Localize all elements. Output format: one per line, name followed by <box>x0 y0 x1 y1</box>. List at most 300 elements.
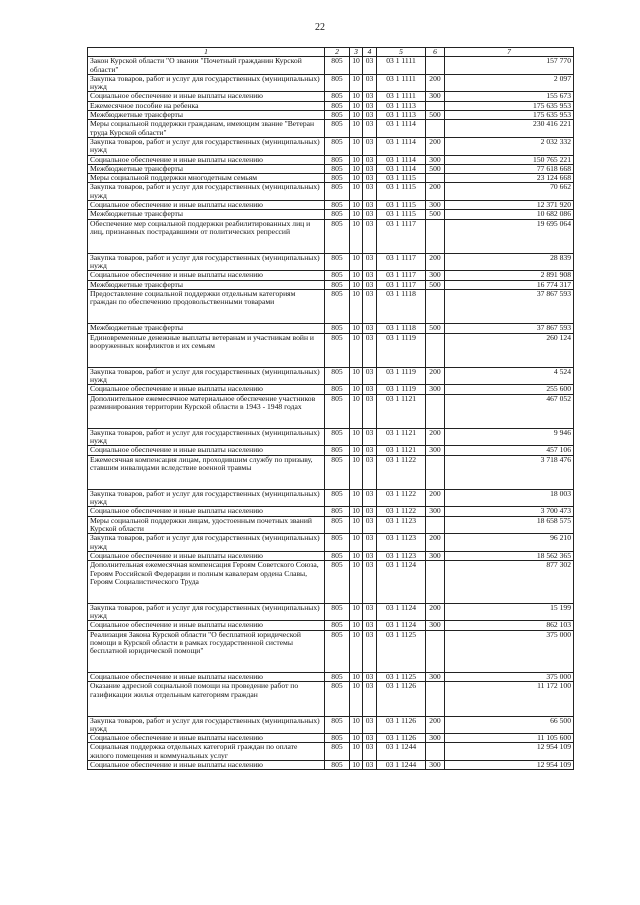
row-grbs-cell: 805 <box>325 673 350 682</box>
row-target-article-cell: 03 1 1124 <box>377 603 426 621</box>
row-target-article-cell: 03 1 1114 <box>377 137 426 155</box>
row-amount-cell: 4 524 <box>445 367 574 385</box>
table-row <box>88 333 574 367</box>
row-name-cell: Социальное обеспечение и иные выплаты населению <box>88 201 325 210</box>
row-target-article-cell: 03 1 1119 <box>377 333 426 367</box>
row-amount-cell: 28 839 <box>445 253 574 271</box>
row-amount-cell: 23 124 668 <box>445 174 574 183</box>
row-amount-cell: 77 618 668 <box>445 164 574 173</box>
row-target-article-cell: 03 1 1117 <box>377 271 426 280</box>
row-amount-cell: 3 700 473 <box>445 507 574 516</box>
row-expense-type-cell <box>426 219 445 253</box>
row-grbs-cell: 805 <box>325 428 350 446</box>
row-target-article-cell: 03 1 1114 <box>377 120 426 138</box>
table-row <box>88 682 574 716</box>
row-target-article-cell: 03 1 1121 <box>377 446 426 455</box>
row-section-cell: 10 <box>350 183 363 201</box>
row-grbs-cell: 805 <box>325 201 350 210</box>
table-row <box>88 716 574 734</box>
row-amount-cell: 2 891 908 <box>445 271 574 280</box>
row-subsection-cell: 03 <box>363 57 377 75</box>
column-header: 2 <box>325 48 350 57</box>
row-target-article-cell: 03 1 1123 <box>377 551 426 560</box>
row-expense-type-cell: 300 <box>426 271 445 280</box>
row-section-cell: 10 <box>350 761 363 770</box>
row-grbs-cell: 805 <box>325 489 350 507</box>
row-name-cell: Оказание адресной социальной помощи на проведение работ по газификации жилья отдельным категориям граждан <box>88 682 325 716</box>
table-row <box>88 761 574 770</box>
row-target-article-cell: 03 1 1113 <box>377 111 426 120</box>
row-target-article-cell: 03 1 1117 <box>377 280 426 289</box>
table-row <box>88 111 574 120</box>
row-amount-cell: 96 210 <box>445 534 574 552</box>
row-amount-cell: 12 371 920 <box>445 201 574 210</box>
row-amount-cell: 150 765 221 <box>445 155 574 164</box>
row-subsection-cell: 03 <box>363 394 377 428</box>
row-section-cell: 10 <box>350 507 363 516</box>
table-row <box>88 367 574 385</box>
table-row <box>88 630 574 673</box>
row-section-cell: 10 <box>350 534 363 552</box>
row-name-cell: Социальное обеспечение и иные выплаты населению <box>88 271 325 280</box>
row-name-cell: Закупка товаров, работ и услуг для государственных (муниципальных) нужд <box>88 137 325 155</box>
table-row <box>88 455 574 489</box>
row-section-cell: 10 <box>350 455 363 489</box>
row-expense-type-cell <box>426 630 445 673</box>
row-section-cell: 10 <box>350 716 363 734</box>
row-expense-type-cell <box>426 455 445 489</box>
row-section-cell: 10 <box>350 561 363 604</box>
row-expense-type-cell <box>426 561 445 604</box>
row-amount-cell: 3 718 476 <box>445 455 574 489</box>
table-row <box>88 385 574 394</box>
row-name-cell: Обеспечение мер социальной поддержки реабилитированных лиц и лиц, признанных пострадавшими от политических репрессий <box>88 219 325 253</box>
row-subsection-cell: 03 <box>363 561 377 604</box>
column-header: 6 <box>426 48 445 57</box>
row-section-cell: 10 <box>350 385 363 394</box>
table-row <box>88 164 574 173</box>
row-name-cell: Ежемесячное пособие на ребенка <box>88 101 325 110</box>
table-row <box>88 534 574 552</box>
table-row <box>88 210 574 219</box>
row-name-cell: Единовременные денежные выплаты ветеранам и участникам войн и вооруженных конфликтов и их семьям <box>88 333 325 367</box>
row-expense-type-cell: 200 <box>426 367 445 385</box>
table-row <box>88 324 574 333</box>
table-row <box>88 253 574 271</box>
row-grbs-cell: 805 <box>325 137 350 155</box>
row-grbs-cell: 805 <box>325 743 350 761</box>
row-section-cell: 10 <box>350 743 363 761</box>
row-expense-type-cell: 500 <box>426 111 445 120</box>
row-subsection-cell: 03 <box>363 174 377 183</box>
table-row <box>88 280 574 289</box>
row-section-cell: 10 <box>350 57 363 75</box>
row-name-cell: Закупка товаров, работ и услуг для государственных (муниципальных) нужд <box>88 367 325 385</box>
row-expense-type-cell: 500 <box>426 280 445 289</box>
row-subsection-cell: 03 <box>363 101 377 110</box>
row-section-cell: 10 <box>350 516 363 534</box>
table-row <box>88 201 574 210</box>
row-target-article-cell: 03 1 1126 <box>377 682 426 716</box>
table-row <box>88 183 574 201</box>
row-amount-cell: 66 500 <box>445 716 574 734</box>
row-grbs-cell: 805 <box>325 455 350 489</box>
row-section-cell: 10 <box>350 630 363 673</box>
row-amount-cell: 230 416 221 <box>445 120 574 138</box>
row-grbs-cell: 805 <box>325 551 350 560</box>
row-name-cell: Закупка товаров, работ и услуг для государственных (муниципальных) нужд <box>88 534 325 552</box>
row-grbs-cell: 805 <box>325 385 350 394</box>
row-subsection-cell: 03 <box>363 290 377 324</box>
table-row <box>88 743 574 761</box>
row-amount-cell: 18 562 365 <box>445 551 574 560</box>
row-expense-type-cell: 300 <box>426 155 445 164</box>
row-subsection-cell: 03 <box>363 743 377 761</box>
row-expense-type-cell: 500 <box>426 324 445 333</box>
row-amount-cell: 70 662 <box>445 183 574 201</box>
row-expense-type-cell <box>426 101 445 110</box>
row-grbs-cell: 805 <box>325 74 350 92</box>
table-row <box>88 57 574 75</box>
table-row <box>88 734 574 743</box>
row-amount-cell: 155 673 <box>445 92 574 101</box>
row-name-cell: Социальное обеспечение и иные выплаты населению <box>88 734 325 743</box>
row-expense-type-cell: 300 <box>426 551 445 560</box>
row-subsection-cell: 03 <box>363 210 377 219</box>
column-header: 3 <box>350 48 363 57</box>
row-section-cell: 10 <box>350 367 363 385</box>
row-amount-cell: 18 003 <box>445 489 574 507</box>
row-subsection-cell: 03 <box>363 385 377 394</box>
row-subsection-cell: 03 <box>363 734 377 743</box>
table-row <box>88 507 574 516</box>
row-amount-cell: 18 658 575 <box>445 516 574 534</box>
table-row <box>88 271 574 280</box>
row-expense-type-cell: 300 <box>426 385 445 394</box>
table-row <box>88 290 574 324</box>
row-grbs-cell: 805 <box>325 101 350 110</box>
row-subsection-cell: 03 <box>363 164 377 173</box>
row-grbs-cell: 805 <box>325 516 350 534</box>
column-header: 7 <box>445 48 574 57</box>
row-subsection-cell: 03 <box>363 92 377 101</box>
table-row <box>88 673 574 682</box>
row-section-cell: 10 <box>350 74 363 92</box>
row-grbs-cell: 805 <box>325 174 350 183</box>
row-target-article-cell: 03 1 1111 <box>377 57 426 75</box>
page-number: 22 <box>315 22 325 33</box>
row-target-article-cell: 03 1 1114 <box>377 164 426 173</box>
row-section-cell: 10 <box>350 603 363 621</box>
row-expense-type-cell <box>426 333 445 367</box>
row-section-cell: 10 <box>350 551 363 560</box>
row-subsection-cell: 03 <box>363 155 377 164</box>
table-row <box>88 174 574 183</box>
row-grbs-cell: 805 <box>325 271 350 280</box>
row-subsection-cell: 03 <box>363 507 377 516</box>
table-row <box>88 516 574 534</box>
row-expense-type-cell: 300 <box>426 92 445 101</box>
row-target-article-cell: 03 1 1125 <box>377 630 426 673</box>
column-header: 1 <box>88 48 325 57</box>
row-target-article-cell: 03 1 1121 <box>377 394 426 428</box>
row-target-article-cell: 03 1 1244 <box>377 761 426 770</box>
row-expense-type-cell <box>426 682 445 716</box>
row-grbs-cell: 805 <box>325 324 350 333</box>
row-subsection-cell: 03 <box>363 324 377 333</box>
row-grbs-cell: 805 <box>325 507 350 516</box>
row-expense-type-cell: 200 <box>426 253 445 271</box>
row-amount-cell: 862 103 <box>445 621 574 630</box>
row-amount-cell: 375 000 <box>445 673 574 682</box>
row-target-article-cell: 03 1 1115 <box>377 201 426 210</box>
row-section-cell: 10 <box>350 164 363 173</box>
table-row <box>88 551 574 560</box>
row-target-article-cell: 03 1 1117 <box>377 253 426 271</box>
row-grbs-cell: 805 <box>325 394 350 428</box>
row-expense-type-cell: 200 <box>426 428 445 446</box>
row-section-cell: 10 <box>350 446 363 455</box>
row-grbs-cell: 805 <box>325 761 350 770</box>
row-expense-type-cell <box>426 743 445 761</box>
row-name-cell: Межбюджетные трансферты <box>88 324 325 333</box>
row-target-article-cell: 03 1 1115 <box>377 174 426 183</box>
row-grbs-cell: 805 <box>325 290 350 324</box>
row-subsection-cell: 03 <box>363 489 377 507</box>
row-target-article-cell: 03 1 1115 <box>377 183 426 201</box>
row-expense-type-cell: 300 <box>426 201 445 210</box>
row-expense-type-cell: 200 <box>426 534 445 552</box>
table-row <box>88 489 574 507</box>
row-amount-cell: 2 032 332 <box>445 137 574 155</box>
row-amount-cell: 157 770 <box>445 57 574 75</box>
row-grbs-cell: 805 <box>325 280 350 289</box>
row-subsection-cell: 03 <box>363 183 377 201</box>
row-subsection-cell: 03 <box>363 333 377 367</box>
row-subsection-cell: 03 <box>363 516 377 534</box>
row-amount-cell: 15 199 <box>445 603 574 621</box>
row-name-cell: Предоставление социальной поддержки отдельным категориям граждан по обеспечению продовольственными товарами <box>88 290 325 324</box>
row-subsection-cell: 03 <box>363 137 377 155</box>
row-section-cell: 10 <box>350 394 363 428</box>
row-name-cell: Закупка товаров, работ и услуг для государственных (муниципальных) нужд <box>88 183 325 201</box>
row-section-cell: 10 <box>350 92 363 101</box>
row-section-cell: 10 <box>350 271 363 280</box>
row-section-cell: 10 <box>350 324 363 333</box>
row-amount-cell: 457 106 <box>445 446 574 455</box>
row-section-cell: 10 <box>350 120 363 138</box>
row-name-cell: Меры социальной поддержки гражданам, имеющим звание "Ветеран труда Курской области" <box>88 120 325 138</box>
row-grbs-cell: 805 <box>325 561 350 604</box>
row-section-cell: 10 <box>350 734 363 743</box>
row-expense-type-cell <box>426 290 445 324</box>
row-name-cell: Закон Курской области "О звании "Почетный гражданин Курской области" <box>88 57 325 75</box>
row-grbs-cell: 805 <box>325 183 350 201</box>
row-section-cell: 10 <box>350 174 363 183</box>
row-grbs-cell: 805 <box>325 253 350 271</box>
row-name-cell: Социальное обеспечение и иные выплаты населению <box>88 92 325 101</box>
row-expense-type-cell <box>426 120 445 138</box>
row-name-cell: Социальное обеспечение и иные выплаты населению <box>88 385 325 394</box>
row-expense-type-cell: 500 <box>426 210 445 219</box>
row-expense-type-cell: 300 <box>426 734 445 743</box>
row-expense-type-cell <box>426 516 445 534</box>
row-name-cell: Межбюджетные трансферты <box>88 111 325 120</box>
row-grbs-cell: 805 <box>325 210 350 219</box>
row-grbs-cell: 805 <box>325 682 350 716</box>
row-name-cell: Закупка товаров, работ и услуг для государственных (муниципальных) нужд <box>88 428 325 446</box>
row-section-cell: 10 <box>350 210 363 219</box>
row-section-cell: 10 <box>350 621 363 630</box>
row-section-cell: 10 <box>350 101 363 110</box>
row-name-cell: Межбюджетные трансферты <box>88 280 325 289</box>
row-subsection-cell: 03 <box>363 534 377 552</box>
table-row <box>88 101 574 110</box>
row-subsection-cell: 03 <box>363 219 377 253</box>
row-section-cell: 10 <box>350 280 363 289</box>
row-amount-cell: 375 000 <box>445 630 574 673</box>
row-name-cell: Закупка товаров, работ и услуг для государственных (муниципальных) нужд <box>88 603 325 621</box>
row-subsection-cell: 03 <box>363 428 377 446</box>
row-target-article-cell: 03 1 1244 <box>377 743 426 761</box>
row-subsection-cell: 03 <box>363 630 377 673</box>
row-grbs-cell: 805 <box>325 621 350 630</box>
row-section-cell: 10 <box>350 682 363 716</box>
row-name-cell: Социальное обеспечение и иные выплаты населению <box>88 155 325 164</box>
row-expense-type-cell <box>426 174 445 183</box>
row-subsection-cell: 03 <box>363 621 377 630</box>
row-amount-cell: 12 954 109 <box>445 743 574 761</box>
row-target-article-cell: 03 1 1121 <box>377 428 426 446</box>
row-target-article-cell: 03 1 1113 <box>377 101 426 110</box>
row-expense-type-cell: 200 <box>426 716 445 734</box>
row-subsection-cell: 03 <box>363 280 377 289</box>
row-target-article-cell: 03 1 1123 <box>377 534 426 552</box>
row-section-cell: 10 <box>350 111 363 120</box>
row-name-cell: Закупка товаров, работ и услуг для государственных (муниципальных) нужд <box>88 253 325 271</box>
table-row <box>88 621 574 630</box>
row-expense-type-cell: 500 <box>426 164 445 173</box>
row-amount-cell: 19 695 064 <box>445 219 574 253</box>
row-amount-cell: 37 867 593 <box>445 290 574 324</box>
row-subsection-cell: 03 <box>363 74 377 92</box>
row-subsection-cell: 03 <box>363 716 377 734</box>
row-expense-type-cell: 300 <box>426 621 445 630</box>
row-name-cell: Меры социальной поддержки многодетным семьям <box>88 174 325 183</box>
row-amount-cell: 175 635 953 <box>445 101 574 110</box>
row-section-cell: 10 <box>350 489 363 507</box>
row-name-cell: Межбюджетные трансферты <box>88 164 325 173</box>
row-amount-cell: 175 635 953 <box>445 111 574 120</box>
row-expense-type-cell: 200 <box>426 603 445 621</box>
row-expense-type-cell: 200 <box>426 489 445 507</box>
row-target-article-cell: 03 1 1117 <box>377 219 426 253</box>
row-subsection-cell: 03 <box>363 551 377 560</box>
row-name-cell: Социальное обеспечение и иные выплаты населению <box>88 621 325 630</box>
table-row <box>88 92 574 101</box>
row-grbs-cell: 805 <box>325 333 350 367</box>
row-subsection-cell: 03 <box>363 120 377 138</box>
row-subsection-cell: 03 <box>363 446 377 455</box>
row-grbs-cell: 805 <box>325 111 350 120</box>
row-amount-cell: 467 052 <box>445 394 574 428</box>
row-section-cell: 10 <box>350 333 363 367</box>
row-name-cell: Дополнительное ежемесячное материальное обеспечение участников разминирования территории Курской области в 1943 - 1948 годах <box>88 394 325 428</box>
row-target-article-cell: 03 1 1118 <box>377 324 426 333</box>
row-name-cell: Социальная поддержка отдельных категорий граждан по оплате жилого помещения и коммунальных услуг <box>88 743 325 761</box>
row-amount-cell: 255 600 <box>445 385 574 394</box>
row-amount-cell: 16 774 317 <box>445 280 574 289</box>
row-subsection-cell: 03 <box>363 253 377 271</box>
row-expense-type-cell: 200 <box>426 183 445 201</box>
row-section-cell: 10 <box>350 253 363 271</box>
row-expense-type-cell: 300 <box>426 507 445 516</box>
row-target-article-cell: 03 1 1123 <box>377 516 426 534</box>
row-target-article-cell: 03 1 1111 <box>377 74 426 92</box>
row-grbs-cell: 805 <box>325 155 350 164</box>
row-name-cell: Закупка товаров, работ и услуг для государственных (муниципальных) нужд <box>88 74 325 92</box>
row-amount-cell: 10 682 086 <box>445 210 574 219</box>
row-grbs-cell: 805 <box>325 603 350 621</box>
row-subsection-cell: 03 <box>363 367 377 385</box>
table-row <box>88 428 574 446</box>
row-subsection-cell: 03 <box>363 271 377 280</box>
row-expense-type-cell: 300 <box>426 446 445 455</box>
row-name-cell: Меры социальной поддержки лицам, удостоенным почетных званий Курской области <box>88 516 325 534</box>
row-section-cell: 10 <box>350 201 363 210</box>
table-row <box>88 137 574 155</box>
row-amount-cell: 11 172 100 <box>445 682 574 716</box>
row-subsection-cell: 03 <box>363 111 377 120</box>
row-section-cell: 10 <box>350 290 363 324</box>
row-grbs-cell: 805 <box>325 120 350 138</box>
column-header: 4 <box>363 48 377 57</box>
row-subsection-cell: 03 <box>363 682 377 716</box>
row-name-cell: Социальное обеспечение и иные выплаты населению <box>88 551 325 560</box>
row-target-article-cell: 03 1 1119 <box>377 367 426 385</box>
row-name-cell: Социальное обеспечение и иные выплаты населению <box>88 673 325 682</box>
row-name-cell: Закупка товаров, работ и услуг для государственных (муниципальных) нужд <box>88 489 325 507</box>
row-amount-cell: 12 954 109 <box>445 761 574 770</box>
row-amount-cell: 37 867 593 <box>445 324 574 333</box>
row-target-article-cell: 03 1 1124 <box>377 561 426 604</box>
table-row <box>88 603 574 621</box>
row-subsection-cell: 03 <box>363 201 377 210</box>
row-name-cell: Социальное обеспечение и иные выплаты населению <box>88 446 325 455</box>
row-subsection-cell: 03 <box>363 673 377 682</box>
row-amount-cell: 2 097 <box>445 74 574 92</box>
row-subsection-cell: 03 <box>363 455 377 489</box>
table-row <box>88 120 574 138</box>
row-name-cell: Закупка товаров, работ и услуг для государственных (муниципальных) нужд <box>88 716 325 734</box>
row-expense-type-cell: 300 <box>426 761 445 770</box>
row-name-cell: Социальное обеспечение и иные выплаты населению <box>88 507 325 516</box>
row-section-cell: 10 <box>350 137 363 155</box>
row-section-cell: 10 <box>350 428 363 446</box>
row-section-cell: 10 <box>350 155 363 164</box>
table-row <box>88 394 574 428</box>
row-target-article-cell: 03 1 1124 <box>377 621 426 630</box>
row-expense-type-cell <box>426 394 445 428</box>
row-name-cell: Дополнительная ежемесячная компенсация Героям Советского Союза, Героям Российской Федерации и полным кавалерам ордена Славы, Героям Социалистического Труда <box>88 561 325 604</box>
table-header-row <box>88 48 574 57</box>
row-amount-cell: 11 105 600 <box>445 734 574 743</box>
row-name-cell: Социальное обеспечение и иные выплаты населению <box>88 761 325 770</box>
row-grbs-cell: 805 <box>325 716 350 734</box>
row-name-cell: Межбюджетные трансферты <box>88 210 325 219</box>
row-amount-cell: 260 124 <box>445 333 574 367</box>
row-target-article-cell: 03 1 1126 <box>377 716 426 734</box>
